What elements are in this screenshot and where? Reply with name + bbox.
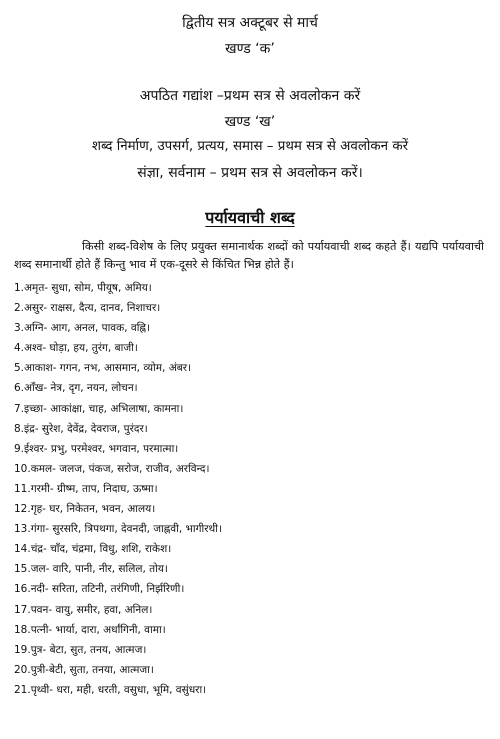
section-ka-heading: खण्ड ‘क’	[225, 41, 275, 57]
synonym-list-item: 13.गंगा- सुरसरि, त्रिपथगा, देवनदी, जाह्नवी, भागीरथी।	[14, 523, 222, 536]
unseen-passage-heading: अपठित गद्यांश –प्रथम सत्र से अवलोकन करें	[139, 88, 361, 104]
synonym-list-item: 5.आकाश- गगन, नभ, आसमान, व्योम, अंबर।	[14, 362, 191, 375]
synonym-list-item: 16.नदी- सरिता, तटिनी, तरंगिणी, निर्झरिणी।	[14, 583, 185, 596]
synonym-list-item: 20.पुत्री-बेटी, सुता, तनया, आत्मजा।	[14, 663, 154, 676]
word-formation-heading: शब्द निर्माण, उपसर्ग, प्रत्यय, समास – प्रथम सत्र से अवलोकन करें	[91, 139, 409, 154]
synonyms-intro-paragraph: किसी शब्द-विशेष के लिए प्रयुक्त समानार्थक शब्दों को पर्यायवाची शब्द कहते हैं। यद्यपि पर्यायवाची शब्द समानार्थी होते हैं किन्तु भाव में एक-दूसरे से किंचित भिन्न होते हैं।	[14, 240, 484, 271]
synonym-list-item: 15.जल- वारि, पानी, नीर, सलिल, तोय।	[14, 563, 168, 576]
synonym-list-item: 8.इंद्र- सुरेश, देवेंद्र, देवराज, पुरंदर।	[14, 422, 148, 435]
synonym-list-item: 10.कमल- जलज, पंकज, सरोज, राजीव, अरविन्द।	[14, 462, 210, 475]
synonyms-list	[14, 278, 486, 700]
synonym-list-item: 14.चंद्र- चाँद, चंद्रमा, विधु, शशि, राकेश।	[14, 543, 172, 556]
session-heading: द्वितीय सत्र अक्टूबर से मार्च	[182, 15, 318, 31]
synonym-list-item: 7.इच्छा- आकांक्षा, चाह, अभिलाषा, कामना।	[14, 402, 184, 415]
synonym-list-item: 1.अमृत- सुधा, सोम, पीयूष, अमिय।	[14, 282, 152, 294]
synonym-list-item: 19.पुत्र- बेटा, सुत, तनय, आत्मज।	[14, 643, 147, 656]
synonyms-title: पर्यायवाची शब्द	[205, 208, 295, 227]
synonym-list-item: 18.पत्नी- भार्या, दारा, अर्धांगिनी, वामा।	[14, 623, 166, 636]
synonym-list-item: 21.पृथ्वी- धरा, मही, धरती, वसुधा, भूमि, वसुंधरा।	[14, 683, 207, 696]
synonym-list-item: 6.आँख- नेत्र, दृग, नयन, लोचन।	[14, 382, 138, 395]
noun-pronoun-heading: संज्ञा, सर्वनाम – प्रथम सत्र से अवलोकन करें।	[137, 165, 363, 181]
synonym-list-item: 17.पवन- वायु, समीर, हवा, अनिल।	[14, 603, 153, 616]
synonym-list-item: 4.अश्व- घोड़ा, हय, तुरंग, बाजी।	[14, 342, 138, 355]
section-kha-heading: खण्ड ‘ख’	[224, 114, 276, 130]
synonym-list-item: 3.अग्नि- आग, अनल, पावक, वह्नि।	[14, 322, 150, 335]
synonym-list-item: 9.ईश्वर- प्रभु, परमेश्वर, भगवान, परमात्मा।	[14, 442, 179, 455]
synonym-list-item: 12.गृह- घर, निकेतन, भवन, आलय।	[14, 503, 156, 516]
synonym-list-item: 11.गरमी- ग्रीष्म, ताप, निदाघ, ऊष्मा।	[14, 482, 158, 495]
synonym-list-item: 2.असुर- राक्षस, दैत्य, दानव, निशाचर।	[14, 302, 161, 315]
